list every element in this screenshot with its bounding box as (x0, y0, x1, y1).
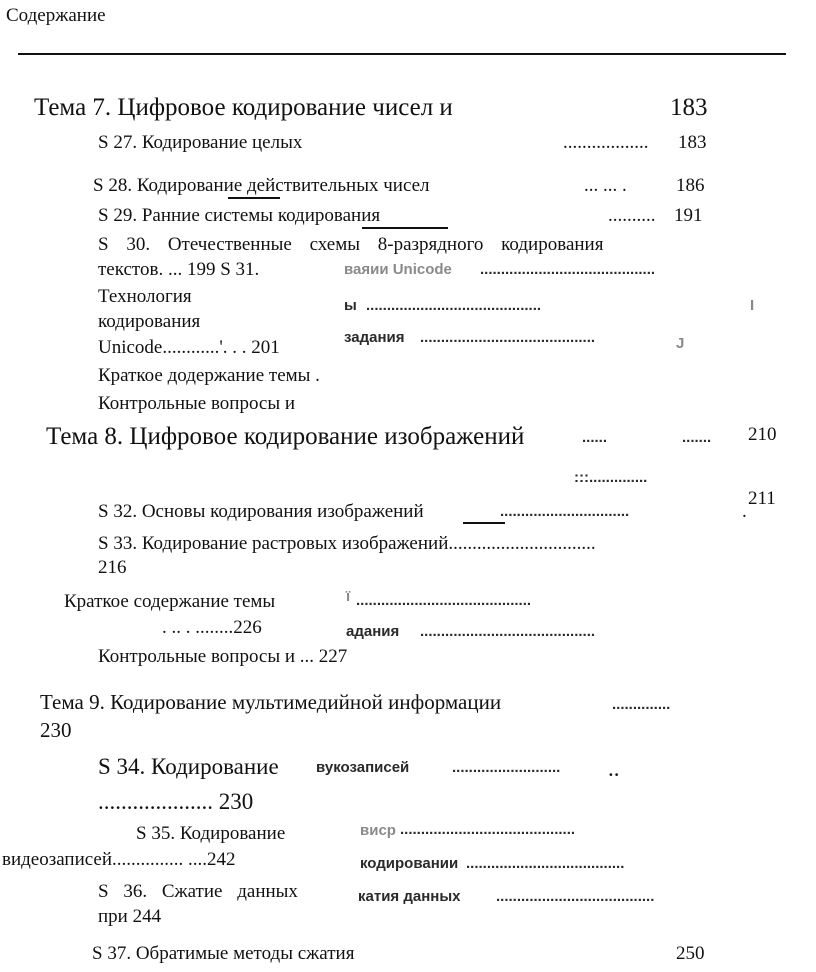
ghost7-b-mark: I (750, 297, 755, 314)
s30-line5: Unicode............'. . . 201 (98, 337, 280, 358)
topic-8-page: 210 (748, 424, 777, 445)
topic-8-dots-1: ...... (582, 429, 608, 446)
ghost7-b: ы (344, 297, 357, 314)
s30-line4: кодирования (98, 311, 201, 332)
ghost7-b-dots: .......................................... (366, 297, 542, 314)
s30-line2: текстов. ... 199 S 31. (98, 259, 260, 280)
summary-8-dots: . .. . ........226 (162, 617, 262, 638)
s35-ghost-b: кодировании (360, 855, 459, 872)
s35-ghost-a-dots: .......................................... (400, 821, 576, 838)
s33-page: 216 (98, 557, 127, 578)
s34-ghost: вукозаписей (316, 759, 410, 776)
ghost7-c-dots: .......................................... (420, 329, 596, 346)
s35-line1: S 35. Кодирование (136, 823, 286, 844)
ghost8-a-dots: .......................................... (356, 592, 532, 609)
topic-9-title: Тема 9. Кодирование мультимедийной информации (40, 690, 502, 714)
ghost8-b: адания (346, 623, 400, 640)
s34-ghost-dots: .......................... (452, 759, 561, 776)
header-rule (18, 53, 786, 55)
s32-label: S 32. Основы кодирования изображений (98, 501, 424, 522)
topic-7-page: 183 (670, 94, 708, 121)
topic-7-questions: Контрольные вопросы и (98, 393, 296, 414)
s34-line2: .................... 230 (98, 789, 254, 814)
s27-label: S 27. Кодирование целых (98, 132, 303, 153)
topic-8-extra-page: 211 (748, 488, 776, 509)
s37-label: S 37. Обратимые методы сжатия (92, 943, 355, 964)
topic-7-title: Тема 7. Цифровое кодирование чисел и (34, 94, 453, 121)
s27-page: 183 (678, 132, 707, 153)
s28-underline (228, 197, 280, 199)
topic-9-page: 230 (40, 718, 72, 742)
s34-label: S 34. Кодирование (98, 754, 279, 779)
s36-line2: при 244 (98, 906, 162, 927)
ghost7-c-mark: J (676, 335, 685, 352)
summary-8-label: Краткое содержание темы (64, 591, 276, 612)
ghost8-a-mark: ї (346, 588, 351, 605)
s29-dots: .......... (608, 205, 656, 226)
s32-underline (463, 522, 505, 524)
ghost8-b-dots: .......................................... (420, 623, 596, 640)
s32-tail: . (742, 501, 747, 522)
s29-underline (362, 227, 448, 229)
s28-page: 186 (676, 175, 705, 196)
s32-dots: ............................... (500, 503, 630, 520)
s37-page: 250 (676, 943, 705, 964)
s36-ghost-dots: ...................................... (496, 888, 655, 905)
header-title: Содержание (6, 5, 106, 26)
s27-dots: .................. (563, 132, 649, 153)
ghost7-a-dots: .......................................... (480, 261, 656, 278)
s30-line1: S 30. Отечественные схемы 8-разрядного кодирования (98, 234, 604, 255)
s30-line3: Технология (98, 286, 192, 307)
topic-9-dots: .............. (612, 696, 671, 713)
s28-dots: ... ... . (584, 175, 627, 196)
topic-8-dots-2: ....... (682, 429, 712, 446)
topic-8-extra-dots: :::.............. (574, 469, 648, 486)
s35-line2: видеозаписей............... ....242 (2, 849, 236, 870)
s29-label: S 29. Ранние системы кодирования (98, 205, 381, 226)
topic-7-summary: Краткое додержание темы . (98, 365, 320, 386)
s29-page: 191 (674, 205, 703, 226)
s33-label: S 33. Кодирование растровых изображений............................... (98, 533, 596, 554)
s35-ghost-a: виср (360, 822, 396, 839)
questions-8-label: Контрольные вопросы и ... 227 (98, 646, 348, 667)
ghost7-a: ваяии Unicode (344, 261, 452, 278)
s36-ghost: катия данных (358, 888, 461, 905)
s35-ghost-b-dots: ...................................... (466, 855, 625, 872)
s28-label: S 28. Кодирование действительных чисел (93, 175, 430, 196)
s34-tail: .. (608, 756, 620, 781)
topic-8-title: Тема 8. Цифровое кодирование изображений (46, 423, 525, 450)
s36-line1: S 36. Сжатие данных (98, 881, 298, 902)
ghost7-c: задания (344, 329, 405, 346)
